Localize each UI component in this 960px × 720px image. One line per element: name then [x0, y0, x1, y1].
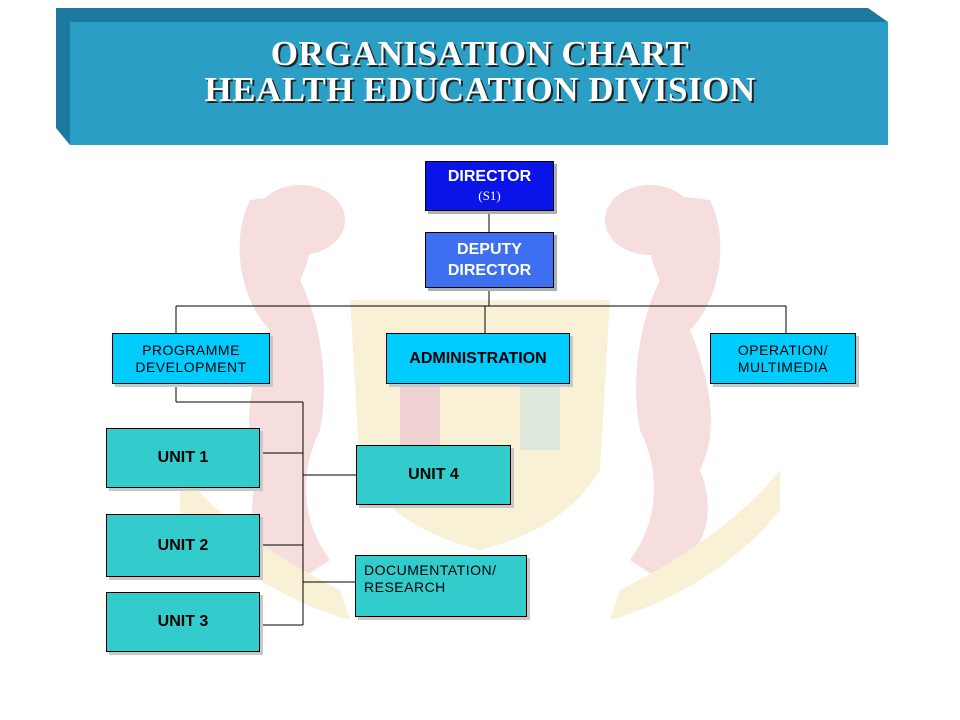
operation-label-line2: MULTIMEDIA — [737, 358, 829, 375]
programme-label-line2: DEVELOPMENT — [135, 358, 247, 375]
title-line-1: ORGANISATION CHART — [270, 34, 690, 73]
title-line-2: HEALTH EDUCATION DIVISION — [204, 70, 756, 109]
director-grade: (S1) — [478, 188, 501, 203]
operation-multimedia-box — [710, 333, 856, 384]
unit-3-label: UNIT 3 — [157, 613, 209, 630]
documentation-label-line1: DOCUMENTATION/ — [364, 562, 497, 578]
unit-2-box — [106, 514, 260, 577]
programme-development-box — [112, 333, 270, 384]
unit-3-box — [106, 592, 260, 652]
unit-1-box — [106, 428, 260, 488]
unit-4-label: UNIT 4 — [408, 466, 459, 483]
unit-1-label: UNIT 1 — [157, 449, 209, 466]
director-label: DIRECTOR — [447, 168, 532, 185]
operation-label-line1: OPERATION/ — [737, 341, 829, 358]
director-box — [425, 161, 554, 211]
deputy-label-line2: DIRECTOR — [447, 262, 532, 279]
unit-2-label: UNIT 2 — [157, 536, 209, 554]
documentation-research-box — [355, 555, 527, 617]
deputy-director-box — [425, 232, 554, 288]
administration-box — [386, 333, 570, 384]
deputy-label-line1: DEPUTY — [457, 241, 522, 258]
unit-4-box — [356, 445, 511, 505]
documentation-label-line2: RESEARCH — [364, 579, 446, 595]
programme-label-line1: PROGRAMME — [142, 341, 240, 358]
administration-label: ADMINISTRATION — [409, 349, 547, 367]
